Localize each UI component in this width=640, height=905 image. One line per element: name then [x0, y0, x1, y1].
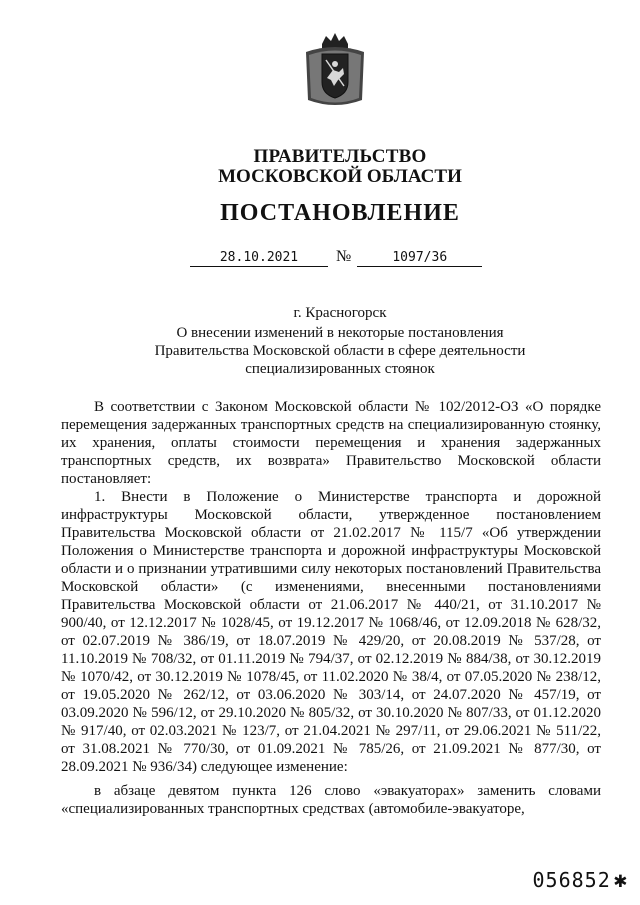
government-name-line1: ПРАВИТЕЛЬСТВО	[253, 146, 427, 167]
city-name: г. Красногорск	[293, 305, 387, 321]
decree-date: 28.10.2021	[190, 250, 328, 267]
document-title-line: О внесении изменений в некоторые постановления	[176, 325, 504, 341]
document-title-line: специализированных стоянок	[245, 361, 435, 377]
item-1-paragraph: 1. Внести в Положение о Министерстве транспорта и дорожной инфраструктуры Московской области, утвержденное постановлением Правительства Московской области от 21.02.2017 № 115/7 «Об утверждении Положения о Министерстве транспорта и дорожной инфраструктуры Московской области и о признании утратившими силу некоторых постановлений Правительства Московской области» (с изменениями, внесенными постановлениями Правительства Московской области от 21.06.2017 № 440/21, от 31.10.2017 № 900/40, от 12.12.2017 № 1028/45, от 19.12.2017 № 1068/46, от 12.09.2018 № 628/32, от 02.07.2019 № 386/19, от 18.07.2019 № 429/20, от 20.08.2019 № 537/28, от 11.10.2019 № 708/32, от 01.11.2019 № 794/37, от 02.12.2019 № 884/38, от 30.12.2019 № 1070/42, от 30.12.2019 № 1078/45, от 11.02.2020 № 38/4, от 07.05.2020 № 238/12, от 19.05.2020 № 262/12, от 03.06.2020 № 303/14, от 24.07.2020 № 457/19, от 03.09.2020 № 596/12, от 29.10.2020 № 805/32, от 30.10.2020 № 807/33, от 01.12.2020 № 917/40, от 02.03.2021 № 123/7, от 21.04.2021 № 297/11, от 29.06.2021 № 511/22, от 31.08.2021 № 770/30, от 01.09.2021 № 785/26, от 21.09.2021 № 877/30, от 28.09.2021 № 936/34) следующее изменение:	[61, 489, 601, 775]
document-body	[61, 398, 601, 818]
document-type-heading: ПОСТАНОВЛЕНИЕ	[220, 200, 460, 226]
serial-number	[533, 868, 629, 893]
serial-star-icon: ✱	[613, 868, 628, 893]
serial-number-value: 056852	[532, 868, 611, 892]
document-title-line: Правительства Московской области в сфере деятельности	[154, 343, 526, 359]
number-sign: №	[336, 248, 352, 265]
preamble-paragraph: В соответствии с Законом Московской области № 102/2012-ОЗ «О порядке перемещения задержанных транспортных средств на специализированную стоянку, их хранения, оплаты стоимости перемещения и хранения задержанных транспортных средств, их возврата» Правительство Московской области постановляет:	[61, 399, 601, 487]
decree-number: 1097/36	[357, 250, 482, 267]
registration-line	[190, 248, 482, 267]
government-name-line2: МОСКОВСКОЙ ОБЛАСТИ	[218, 166, 462, 187]
change-paragraph: в абзаце девятом пункта 126 слово «эвакуаторах» заменить словами «специализированных транспортных средствах (автомобиле-эвакуаторе,	[61, 783, 601, 817]
moscow-oblast-coat-of-arms-icon	[300, 30, 370, 110]
